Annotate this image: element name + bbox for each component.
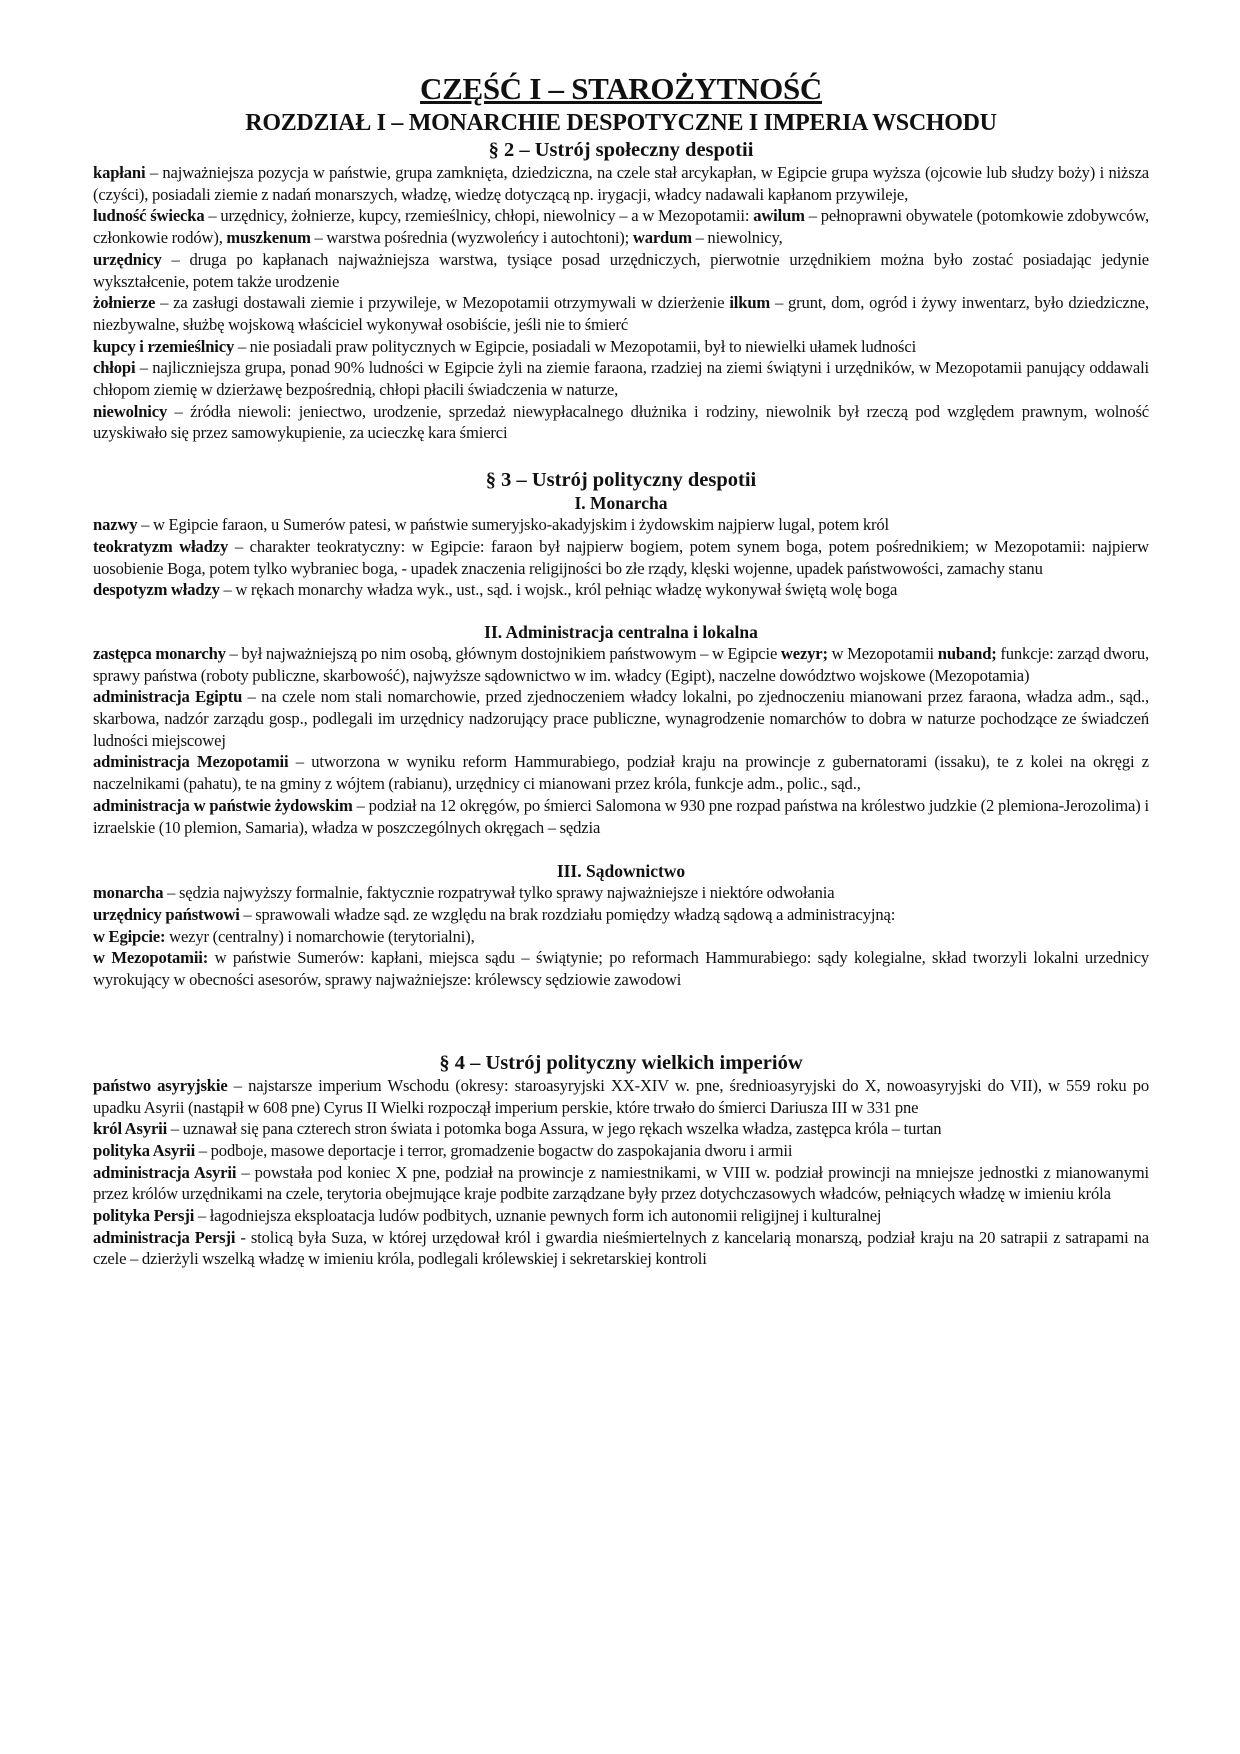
definition-text: wezyr (centralny) i nomarchowie (terytorialni),: [165, 926, 475, 946]
term: kupcy i rzemieślnicy: [93, 336, 235, 356]
definition-entry: [93, 686, 1149, 751]
definition-text: – druga po kapłanach najważniejsza warstwa, tysiące posad urzędniczych, pierwotnie urzędnikiem można było zostać posiadając jedynie wykształcenie, potem także urodzenie: [93, 249, 1149, 291]
definition-entry: [93, 579, 1149, 601]
definition-entry: [93, 514, 1149, 536]
term: urzędnicy: [93, 249, 162, 269]
definition-entry: [93, 926, 1149, 948]
definition-text: w Mezopotamii: [827, 643, 938, 663]
definition-text: – powstała pod koniec X pne, podział na prowincje z namiestnikami, w VIII w. podział prowincji na mniejsze jednostki z mianowanymi przez królów urzędnikami na czele, terytoria obejmujące kraje podbite zarządzane były przez dotychczasowych władców, pełniących władzę w imieniu króla: [93, 1162, 1150, 1204]
definition-text: – warstwa pośrednia (wyzwoleńcy i autochtoni);: [310, 228, 633, 248]
definition-text: w państwie Sumerów: kapłani, miejsca sądu – świątynie; po reformach Hammurabiego: sądy kolegialne, skład tworzyli lokalni urzednicy wyrokujący w obecności asesorów, sprawy najważniejsze: królewscy sędziowie zawodowi: [93, 948, 1149, 990]
definition-entry: [93, 536, 1149, 579]
definition-text: – urzędnicy, żołnierze, kupcy, rzemieślnicy, chłopi, niewolnicy – a w Mezopotamii:: [204, 206, 754, 226]
section-heading: § 3 – Ustrój polityczny despotii: [485, 469, 757, 492]
definition-entry: [93, 401, 1149, 444]
term: nuband;: [937, 643, 997, 663]
part-title: CZĘŚĆ I – STAROŻYTNOŚĆ: [420, 71, 822, 106]
subsection-heading: II. Administracja centralna i lokalna: [484, 621, 758, 642]
subsection: [93, 860, 1149, 991]
definition-entry: [93, 336, 1149, 358]
subsection-heading: III. Sądownictwo: [556, 861, 686, 882]
section: [93, 1051, 1149, 1270]
term: zastępca monarchy: [93, 643, 226, 663]
definition-text: – w Egipcie faraon, u Sumerów patesi, w państwie sumeryjsko-akadyjskim i żydowskim najpierw lugal, potem król: [137, 515, 889, 535]
definition-entry: [93, 1205, 1149, 1227]
definition-entry: [93, 643, 1149, 686]
definition-entry: [93, 1118, 1149, 1140]
definition-entry: [93, 1075, 1149, 1118]
term: administracja Asyrii: [93, 1162, 237, 1182]
subsection: [93, 1075, 1149, 1270]
definition-text: – najważniejsza pozycja w państwie, grupa zamknięta, dziedziczna, na czele stał arcykapłan, w Egipcie grupa wyższa (ojcowie lub słudzy boży) i niższa (czyści), posiadali ziemie z nadań monarszych, władzę, wiedzę dotyczącą np. irygacji, władcy nadawali kapłanom przywileje,: [93, 163, 1149, 204]
definition-text: – charakter teokratyczny: w Egipcie: faraon był najpierw bogiem, potem synem boga, potem pośrednikiem; w Mezopotamii: najpierw uosobienie Boga, potem tylko wybraniec boga, - upadek znaczenia religijności bo złe rządy, klęski wojenne, upadek państwowości, zamachy stanu: [93, 536, 1150, 578]
term: administracja Mezopotamii: [93, 752, 289, 772]
term: państwo asyryjskie: [93, 1075, 228, 1095]
definition-entry: [93, 249, 1149, 292]
definition-text: – pełnoprawni obywatele (potomkowie zdobywców, członkowie rodów),: [93, 206, 1149, 248]
term: despotyzm władzy: [93, 580, 220, 600]
definition-text: – uznawał się pana czterech stron świata i potomka boga Assura, w jego rękach wszelka władza, zastępca króla – turtan: [167, 1119, 942, 1139]
definition-entry: [93, 751, 1149, 794]
term: ilkum: [729, 293, 771, 313]
definition-text: – grunt, dom, ogród i żywy inwentarz, było dziedziczne, niezbywalne, służbę wojskową właściciel wykonywał osobiście, jeśli nie to śmierć: [93, 293, 1149, 334]
term: król Asyrii: [93, 1119, 168, 1139]
term: chłopi: [93, 358, 136, 378]
term: wardum: [632, 228, 692, 248]
definition-entry: [93, 162, 1149, 205]
term: kapłani: [93, 163, 146, 182]
subsection-heading: I. Monarcha: [574, 493, 668, 514]
definition-text: - stolicą była Suza, w której urzędował król i gwardia nieśmiertelnych z kancelarią monarszą, podział kraju na 20 satrapii z satrapami na czele – dzierżyli wszelką władzę w imieniu króla, podlegali królewskiej i sekretarskiej kontroli: [93, 1227, 1149, 1269]
subsection: [93, 621, 1149, 838]
definition-text: – w rękach monarchy władza wyk., ust., sąd. i wojsk., król pełniąc władzę wykonywał świętą wolę boga: [219, 580, 898, 600]
subsection: [93, 492, 1149, 601]
term: muszkenum: [226, 228, 311, 248]
term: w Mezopotamii:: [93, 948, 209, 968]
definition-text: – łagodniejsza eksploatacja ludów podbitych, uznanie pewnych form ich autonomii religijnej i kulturalnej: [194, 1206, 882, 1226]
definition-entry: [93, 882, 1149, 904]
definition-entry: [93, 205, 1149, 248]
definition-entry: [93, 1140, 1149, 1162]
section-heading: § 2 – Ustrój społeczny despotii: [488, 139, 754, 161]
definition-entry: [93, 795, 1149, 838]
term: w Egipcie:: [93, 926, 166, 946]
term: niewolnicy: [93, 401, 168, 421]
term: monarcha: [93, 883, 164, 903]
definition-text: – najstarsze imperium Wschodu (okresy: staroasyryjski XX-XIV w. pne, średnioasyryjski do X, nowoasyryjski do VII), w 559 roku po upadku Asyrii (nastąpił w 608 pne) Cyrus II Wielki rozpoczął imperium perskie, które trwało do śmierci Dariusza III w 331 pne: [93, 1075, 1149, 1117]
definition-text: – utworzona w wyniku reform Hammurabiego, podział kraju na prowincje z gubernatorami (issaku), te z kolei na okręgi z naczelnikami (pahatu), te na gminy z wójtem (rabianu), urzędnicy ci mianowani przez króla, funkcje adm., polic., sąd.,: [93, 752, 1149, 794]
definition-text: funkcje: zarząd dworu, sprawy państwa (roboty publiczne, skarbowość), najwyższe sądownictwo w im. władcy (Egipt), naczelne dowództwo wojskowe (Mezopotamia): [93, 643, 1150, 685]
term: awilum: [753, 206, 805, 226]
definition-entry: [93, 357, 1149, 400]
term: polityka Persji: [93, 1206, 195, 1226]
definition-text: – najliczniejsza grupa, ponad 90% ludności w Egipcie żyli na ziemie faraona, rzadziej na ziemi świątyni i urzędników, w Mezopotamii panujący oddawali chłopom ziemię w dzierżawę bezpośrednią, chłopi płacili świadczenia w naturze,: [93, 358, 1149, 400]
definition-text: – nie posiadali praw politycznych w Egipcie, posiadali w Mezopotamii, był to niewielki ułamek ludności: [234, 336, 917, 356]
definition-entry: [93, 292, 1149, 335]
definition-text: – za zasługi dostawali ziemie i przywileje, w Mezopotamii otrzymywali w dzierżenie: [155, 293, 730, 313]
definition-entry: [93, 1227, 1149, 1270]
term: polityka Asyrii: [93, 1140, 196, 1160]
section: [93, 138, 1149, 444]
section: [93, 468, 1149, 991]
term: urzędnicy państwowi: [93, 904, 240, 924]
definition-text: – podboje, masowe deportacje i terror, gromadzenie bogactw do zaspokajania dworu i armii: [195, 1140, 793, 1160]
document-page: [93, 70, 1149, 1270]
term: żołnierze: [93, 293, 156, 313]
term: administracja Egiptu: [93, 687, 243, 707]
definition-entry: [93, 1162, 1149, 1205]
definition-entry: [93, 904, 1149, 926]
definition-entry: [93, 947, 1149, 990]
definition-text: – na czele nom stali nomarchowie, przed zjednoczeniem władcy lokalni, po zjednoczeniu mianowani przez faraona, władza adm., sąd., skarbowa, nadzór zarządu gosp., podlegali im urzędnicy nadzorujący prace publiczne, wynagrodzenie nomarchów to dobra w naturze pochodzące ze świadczeń ludności miejscowej: [93, 687, 1150, 750]
subsection: [93, 162, 1149, 444]
term: nazwy: [93, 515, 138, 535]
definition-text: – był najważniejszą po nim osobą, głównym dostojnikiem państwowym – w Egipcie: [225, 643, 781, 663]
definition-text: – niewolnicy,: [691, 228, 783, 248]
term: administracja w państwie żydowskim: [93, 795, 353, 815]
sections: [93, 138, 1149, 1270]
term: teokratyzm władzy: [93, 536, 229, 556]
term: wezyr;: [780, 643, 828, 663]
term: ludność świecka: [93, 206, 205, 226]
definition-text: – sprawowali władze sąd. ze względu na brak rozdziału pomiędzy władzą sądową a administracyjną:: [239, 904, 896, 924]
definition-text: – źródła niewoli: jeniectwo, urodzenie, sprzedaż niewypłacalnego dłużnika i rodziny, niewolnik był rzeczą pod względem prawnym, wolność uzyskiwało się przez samowykupienie, za ucieczkę kara śmierci: [93, 401, 1149, 443]
chapter-title: ROZDZIAŁ I – MONARCHIE DESPOTYCZNE I IMPERIA WSCHODU: [245, 110, 997, 136]
term: administracja Persji: [93, 1227, 236, 1247]
definition-text: – podział na 12 okręgów, po śmierci Salomona w 930 pne rozpad państwa na królestwo judzkie (2 plemiona-Jerozolima) i izraelskie (10 plemion, Samaria), władza w poszczególnych okręgach – sędzia: [93, 795, 1149, 837]
section-heading: § 4 – Ustrój polityczny wielkich imperiów: [439, 1051, 803, 1074]
definition-text: – sędzia najwyższy formalnie, faktycznie rozpatrywał tylko sprawy najważniejsze i niektóre odwołania: [163, 883, 835, 903]
